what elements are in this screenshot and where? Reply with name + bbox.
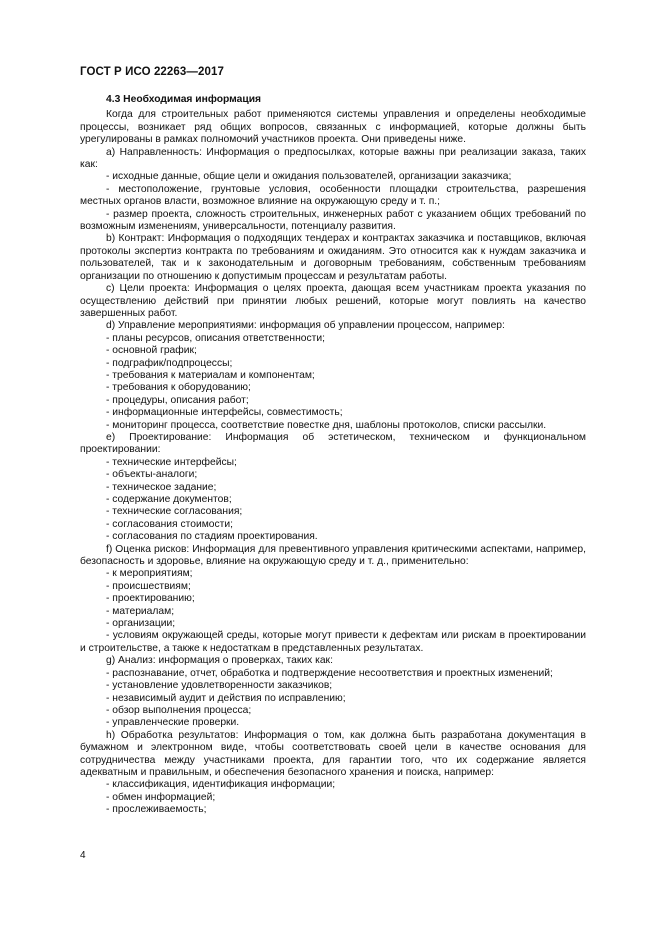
- list-item: - прослеживаемость;: [106, 804, 207, 816]
- list-item: - происшествиям;: [106, 580, 191, 592]
- list-item: - материалам;: [106, 605, 175, 617]
- list-item: - исходные данные, общие цели и ожидания пользователей, организации заказчика;: [106, 171, 512, 183]
- list-item: - объекты-аналоги;: [106, 469, 198, 481]
- list-item: - информационные интерфейсы, совместимость;: [106, 407, 343, 419]
- item-h-lead: h) Обработка результатов: Информация о том, как должна быть разработана документация в бумажном и электронном виде, чтобы соответствовать своей цели в качестве основания для сотрудничества между участниками проекта, для гарантии того, что их содержание является адекватным и правильным, и обеспечения безопасного хранения и поиска, например:: [80, 729, 586, 778]
- list-item: - планы ресурсов, описания ответственности;: [106, 332, 325, 344]
- list-item: - подграфик/подпроцессы;: [106, 357, 233, 369]
- list-item: - согласования стоимости;: [106, 518, 234, 530]
- item-c-lead: c) Цели проекта: Информация о целях проекта, дающая всем участникам проекта указания по осуществлению действий при принятии любых решений, которые могут повлиять на качество завершенных работ.: [80, 283, 586, 319]
- section-intro: Когда для строительных работ применяются системы управления и определены необходимые процессы, возникает ряд общих вопросов, связанных с информацией, которые должны быть урегулированы в рамках полномочий участников проекта. Они приведены ниже.: [80, 109, 586, 146]
- list-item: - обмен информацией;: [106, 791, 216, 803]
- section-heading: 4.3 Необходимая информация: [106, 94, 262, 105]
- list-item: - проектированию;: [106, 593, 195, 605]
- item-e-lead: e) Проектирование: Информация об эстетическом, техническом и функциональном проектировании:: [80, 431, 586, 456]
- list-item: - содержание документов;: [106, 494, 232, 505]
- list-item: - размер проекта, сложность строительных, инженерных работ с указанием общих требований по возможным изменениям, универсальности, потенциалу развития.: [80, 208, 586, 233]
- item-a-lead: a) Направленность: Информация о предпосылках, которые важны при реализации заказа, таких как:: [80, 146, 586, 171]
- list-item: - независимый аудит и действия по исправлению;: [106, 692, 346, 704]
- item-b-lead: b) Контракт: Информация о подходящих тендерах и контрактах заказчика и поставщиков, включая протоколы экспертиз контракта по требованиям и ожиданиям. Это относится как к нуждам заказчика и пользователей, так и к законодательным и договорным требованиям, собственным требованиям организации по отношению к допустимым процессам и результатам работы.: [80, 233, 586, 282]
- list-item: - основной график;: [106, 345, 197, 357]
- list-item: - согласования по стадиям проектирования.: [106, 531, 318, 543]
- list-item: - условиям окружающей среды, которые могут привести к дефектам или рискам в проектировании и строительстве, а также к недостаткам в представленных результатах.: [80, 630, 586, 654]
- list-item: - техническое задание;: [106, 481, 217, 493]
- page-number: 4: [80, 850, 86, 861]
- document-body: [80, 94, 586, 817]
- list-item: - распознавание, отчет, обработка и подтверждение несоответствия и проектных изменений;: [106, 667, 553, 679]
- list-item: - местоположение, грунтовые условия, особенности площадки строительства, разрешения местных органов власти, возможное влияние на окружающую среду и т. п.;: [80, 183, 586, 208]
- list-item: - установление удовлетворенности заказчиков;: [106, 680, 333, 692]
- list-item: - мониторинг процесса, соответствие повестке дня, шаблоны протоколов, списки рассылки.: [106, 419, 547, 431]
- list-item: - управленческие проверки.: [106, 717, 240, 729]
- list-item: - организации;: [106, 618, 176, 630]
- list-item: - требования к материалам и компонентам;: [106, 369, 315, 381]
- list-item: - процедуры, описания работ;: [106, 394, 249, 406]
- list-item: - классификация, идентификация информации;: [106, 779, 336, 791]
- list-item: - обзор выполнения процесса;: [106, 704, 252, 716]
- document-header: ГОСТ Р ИСО 22263—2017: [80, 66, 225, 78]
- item-f-lead: f) Оценка рисков: Информация для превентивного управления критическими аспектами, например, безопасность и здоровье, влияние на окружающую среду и т. д., применительно:: [80, 543, 586, 568]
- list-item: - технические интерфейсы;: [106, 456, 237, 468]
- list-item: - к мероприятиям;: [106, 568, 193, 580]
- item-g-lead: g) Анализ: информация о проверках, таких как:: [106, 655, 333, 667]
- item-d-lead: d) Управление мероприятиями: информация об управлении процессом, например:: [106, 320, 505, 332]
- list-item: - требования к оборудованию;: [106, 382, 251, 394]
- list-item: - технические согласования;: [106, 506, 243, 518]
